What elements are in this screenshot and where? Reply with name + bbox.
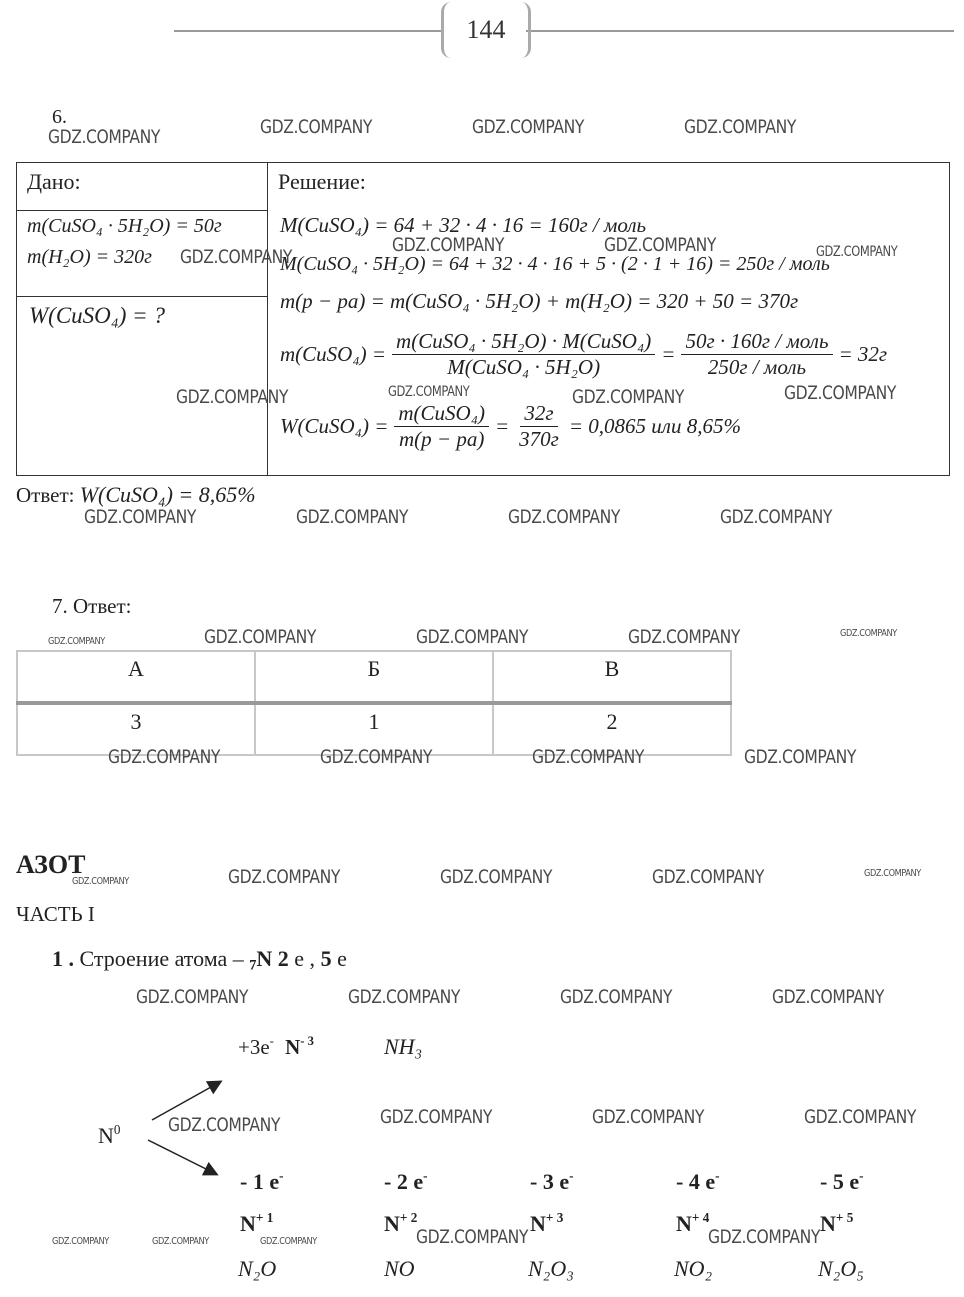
watermark: GDZ.COMPANY [784, 382, 897, 404]
line5-num2: 32г [520, 401, 557, 427]
watermark: GDZ.COMPANY [560, 986, 673, 1008]
watermark: GDZ.COMPANY [136, 986, 249, 1008]
watermark: GDZ.COMPANY [320, 746, 433, 768]
watermark: GDZ.COMPANY [48, 126, 161, 148]
solution-line-4 [280, 329, 887, 380]
watermark: GDZ.COMPANY [572, 386, 685, 408]
loss-2-label: - 2 e- [384, 1168, 428, 1195]
header-a: А [17, 651, 255, 703]
line5-fraction-2 [515, 401, 563, 452]
watermark: GDZ.COMPANY [744, 746, 857, 768]
given-1: m(CuSO₄ · 5H₂O) = 50г [27, 215, 222, 237]
watermark: GDZ.COMPANY [628, 626, 741, 648]
q1-text: Строение атома – [79, 946, 244, 971]
watermark: GDZ.COMPANY [168, 1114, 281, 1136]
center-sup: 0 [113, 1122, 121, 1137]
loss-1-state: $N^{+ 1}$ [240, 1210, 274, 1237]
solution-label: Решение: [278, 169, 366, 194]
gain-sup: - [269, 1034, 274, 1048]
watermark: GDZ.COMPANY [440, 866, 553, 888]
header-rule-left [174, 30, 442, 32]
line4-num2: 50г · 160г / моль [681, 329, 832, 355]
q1-shell1: 2 [277, 946, 289, 971]
watermark: GDZ.COMPANY [508, 506, 621, 528]
watermark: GDZ.COMPANY [416, 626, 529, 648]
q1-number: 1 . [52, 946, 74, 971]
answer-value: W(CuSO₄) = 8,65% [79, 482, 256, 507]
watermark: GDZ.COMPANY [708, 1226, 821, 1248]
solution-line-2: M(CuSO₄ · 5H₂O) = 64 + 32 · 4 · 16 + 5 · (2 · 1 + 16) = 250г / моль [280, 253, 830, 275]
watermark: GDZ.COMPANY [152, 1236, 209, 1247]
loss-1-label: - 1 e- [240, 1168, 284, 1195]
loss-5-compound: N₂O₅ [818, 1256, 864, 1281]
watermark: GDZ.COMPANY [108, 746, 221, 768]
given-label: Дано: [27, 169, 81, 194]
loss-5-state: $N^{+ 5}$ [820, 1210, 854, 1237]
watermark: GDZ.COMPANY [652, 866, 765, 888]
watermark: GDZ.COMPANY [176, 386, 289, 408]
solution-line-1: M(CuSO₄) = 64 + 32 · 4 · 16 = 160г / моль [280, 213, 647, 237]
watermark: GDZ.COMPANY [816, 244, 898, 260]
center-atom [98, 1122, 120, 1149]
line4-result: = 32г [838, 342, 888, 366]
watermark: GDZ.COMPANY [228, 866, 341, 888]
solution-line-3: m(p − pa) = m(CuSO₄ · 5H₂O) + m(H₂O) = 320 + 50 = 370г [280, 289, 799, 313]
watermark: GDZ.COMPANY [52, 1236, 109, 1247]
watermark: GDZ.COMPANY [388, 384, 470, 400]
watermark: GDZ.COMPANY [180, 246, 293, 268]
value-b: 1 [255, 703, 493, 755]
watermark: GDZ.COMPANY [532, 746, 645, 768]
solution-line-5 [280, 401, 741, 452]
q1-e2: е [337, 946, 347, 971]
loss-4-state: $N^{+ 4}$ [676, 1210, 710, 1237]
loss-3-compound: N₂O₃ [528, 1256, 574, 1281]
line4-fraction-2 [681, 329, 832, 380]
watermark: GDZ.COMPANY [72, 876, 129, 887]
watermark: GDZ.COMPANY [804, 1106, 917, 1128]
page-number: 144 [441, 2, 531, 58]
line5-num1: m(CuSO₄) [394, 401, 489, 427]
watermark: GDZ.COMPANY [296, 506, 409, 528]
loss-5-label: - 5 e- [820, 1168, 864, 1195]
watermark: GDZ.COMPANY [840, 628, 897, 639]
watermark: GDZ.COMPANY [348, 986, 461, 1008]
q1-shell2: 5 [320, 946, 332, 971]
watermark: GDZ.COMPANY [392, 234, 505, 256]
line4-fraction-1 [392, 329, 655, 380]
given-2: m(H₂O) = 320г [27, 246, 152, 268]
line5-den2: 370г [519, 427, 559, 451]
line4-eq: = [661, 342, 676, 366]
watermark: GDZ.COMPANY [772, 986, 885, 1008]
loss-2-compound: NO [384, 1256, 415, 1281]
value-v: 2 [493, 703, 731, 755]
loss-1-compound: N₂O [238, 1256, 277, 1281]
line4-lhs: m(CuSO₄) = [280, 342, 387, 366]
task6-answer [16, 482, 256, 508]
watermark: GDZ.COMPANY [260, 1236, 317, 1247]
solution-cell [268, 163, 950, 476]
loss-3-label: - 3 e- [530, 1168, 574, 1195]
task7-answer-table [16, 650, 732, 756]
watermark: GDZ.COMPANY [472, 116, 585, 138]
watermark: GDZ.COMPANY [684, 116, 797, 138]
header-rule-right [526, 30, 954, 32]
value-a: 3 [17, 703, 255, 755]
watermark: GDZ.COMPANY [720, 506, 833, 528]
line5-den1: m(p − pa) [399, 427, 485, 451]
q1-element: N [256, 946, 273, 971]
question-1 [52, 946, 347, 975]
watermark: GDZ.COMPANY [84, 506, 197, 528]
header-b: Б [255, 651, 493, 703]
loss-4-label: - 4 e- [676, 1168, 720, 1195]
answer-label: Ответ: [16, 483, 75, 507]
arrow-down [148, 1140, 216, 1174]
line4-num1: m(CuSO₄ · 5H₂O) · M(CuSO₄) [392, 329, 655, 355]
loss-2-state: $N^{+ 2}$ [384, 1210, 418, 1237]
header-v: В [493, 651, 731, 703]
watermark: GDZ.COMPANY [204, 626, 317, 648]
gain-element: N [285, 1034, 301, 1059]
task6-table [16, 162, 950, 476]
gain-electrons: +3e [238, 1034, 270, 1059]
given-header-cell [17, 163, 268, 211]
section-title: АЗОТ [16, 850, 86, 879]
gain-compound: NH₃ [384, 1034, 423, 1059]
q1-atomic-number: 7 [249, 957, 257, 974]
watermark: GDZ.COMPANY [260, 116, 373, 138]
task6-number: 6. [52, 106, 67, 128]
gain-state: - 3 [300, 1034, 314, 1048]
section-part: ЧАСТЬ I [16, 902, 95, 926]
loss-3-state: $N^{+ 3}$ [530, 1210, 564, 1237]
line5-fraction-1 [394, 401, 489, 452]
line5-lhs: W(CuSO₄) = [280, 414, 389, 438]
watermark: GDZ.COMPANY [48, 636, 105, 647]
watermark: GDZ.COMPANY [864, 868, 921, 879]
line4-den2: 250г / моль [707, 355, 807, 379]
center-element: N [98, 1123, 114, 1149]
line5-eq: = [495, 414, 510, 438]
watermark: GDZ.COMPANY [592, 1106, 705, 1128]
gain-row [238, 1034, 314, 1060]
line4-den1: M(CuSO₄ · 5H₂O) [447, 355, 601, 379]
find-value: W(CuSO₄) = ? [29, 303, 165, 328]
watermark: GDZ.COMPANY [416, 1226, 529, 1248]
task7-label: 7. Ответ: [52, 594, 132, 618]
watermark: GDZ.COMPANY [380, 1106, 493, 1128]
loss-4-compound: NO₂ [674, 1256, 713, 1281]
watermark: GDZ.COMPANY [604, 234, 717, 256]
line5-result: = 0,0865 или 8,65% [568, 414, 741, 438]
q1-e1: е , [294, 946, 316, 971]
